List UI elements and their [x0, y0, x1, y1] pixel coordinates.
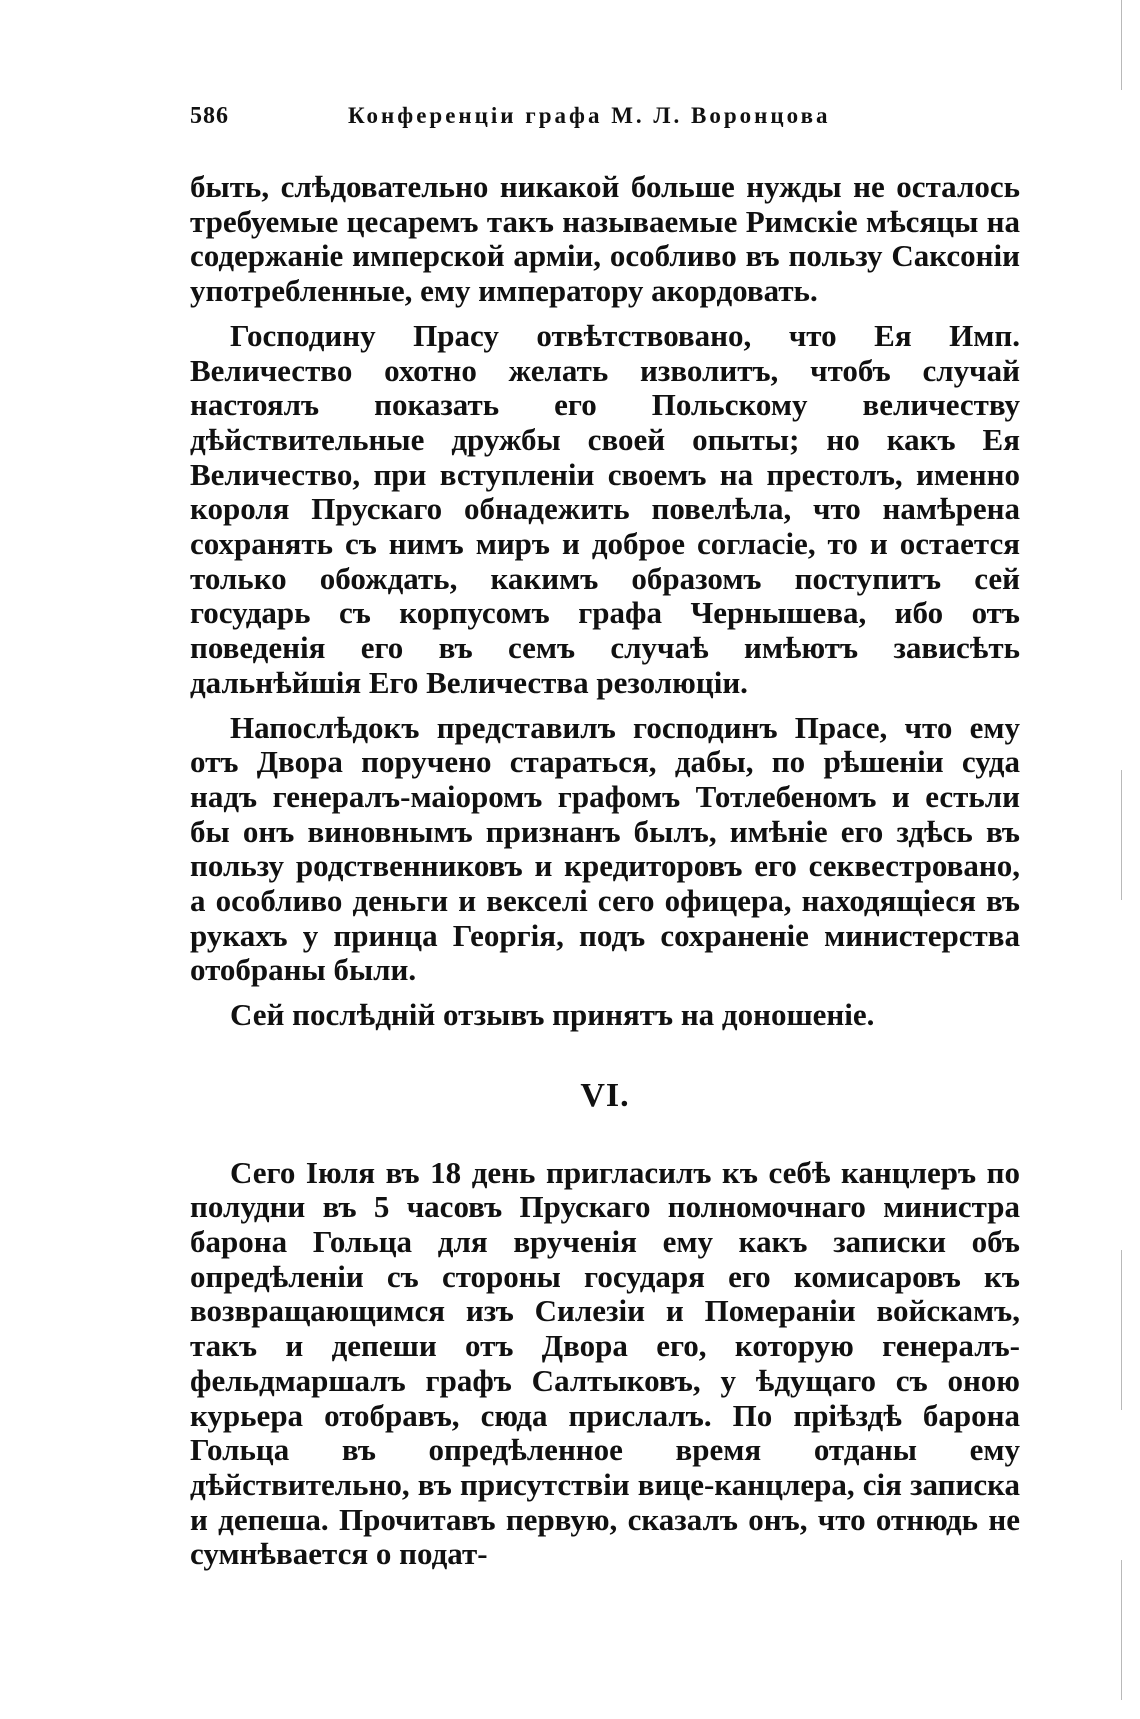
paragraph-totleben-request: Напослѣдокъ представилъ господинъ Прасе, что ему отъ Двора поручено стараться, дабы, по рѣшеніи суда надъ генералъ-маіоромъ графомъ Тотлебеномъ и естьли бы онъ виновнымъ признанъ былъ, имѣніе его здѣсь въ пользу родственниковъ и кредиторовъ его секвестровано, а особливо деньги и векселі сего офицера, находящіеся въ рукахъ у принца Георгія, подъ сохраненіе министерства отобраны были.	[190, 709, 1020, 988]
body-text	[190, 170, 1020, 1582]
scan-margin-line	[1121, 770, 1122, 900]
scan-margin-line	[1121, 1250, 1122, 1410]
header-title: Конференціи графа М. Л. Воронцова	[348, 103, 831, 128]
paragraph-section-vi: Сего Іюля въ 18 день пригласилъ къ себѣ канцлеръ по полудни въ 5 часовъ Прускаго полномочнаго министра барона Гольца для врученія ему какъ записки объ опредѣленіи съ стороны государя его комисаровъ къ возвращающимся изъ Силезіи и Помераніи войскамъ, такъ и депеши отъ Двора его, которую генералъ-фельдмаршалъ графъ Салтыковъ, у ѣдущаго съ оною курьера отобравъ, сюда прислалъ. По пріѣздѣ барона Гольца въ опредѣленное время отданы ему дѣйствительно, въ присутствіи вице-канцлера, сія записка и депеша. Прочитавъ первую, сказалъ онъ, что отнюдь не сумнѣвается о подат-	[190, 1154, 1020, 1572]
scan-margin-line	[1121, 0, 1122, 90]
paragraph-last-statement: Сей послѣдній отзывъ принятъ на доношеніе.	[230, 997, 875, 1033]
page-number: 586	[190, 103, 229, 129]
section-heading: VI.	[580, 1076, 630, 1114]
paragraph-continuation: быть, слѣдовательно никакой больше нужды не осталось требуемые цесаремъ такъ называемые Римскіе мѣсяцы на содержаніе имперской арміи, особливо въ пользу Саксоніи употребленные, ему императору акордовать.	[190, 169, 1020, 309]
paragraph-reply-to-pras: Господину Прасу отвѣтствовано, что Ея Имп. Величество охотно желать изволитъ, чтобъ случай настоялъ показать его Польскому величеству дѣйствительные дружбы своей опыты; но какъ Ея Величество, при вступленіи своемъ на престолъ, именно короля Прускаго обнадежить повелѣла, что намѣрена сохранять съ нимъ миръ и доброе согласіе, то и остается только обождать, какимъ образомъ поступитъ сей государь съ корпусомъ графа Чернышева, ибо отъ поведенія его въ семъ случаѣ имѣютъ зависѣть дальнѣйшія Его Величества резолюціи.	[190, 317, 1020, 700]
running-head	[190, 103, 1020, 143]
scan-margin-line	[1121, 1560, 1122, 1700]
